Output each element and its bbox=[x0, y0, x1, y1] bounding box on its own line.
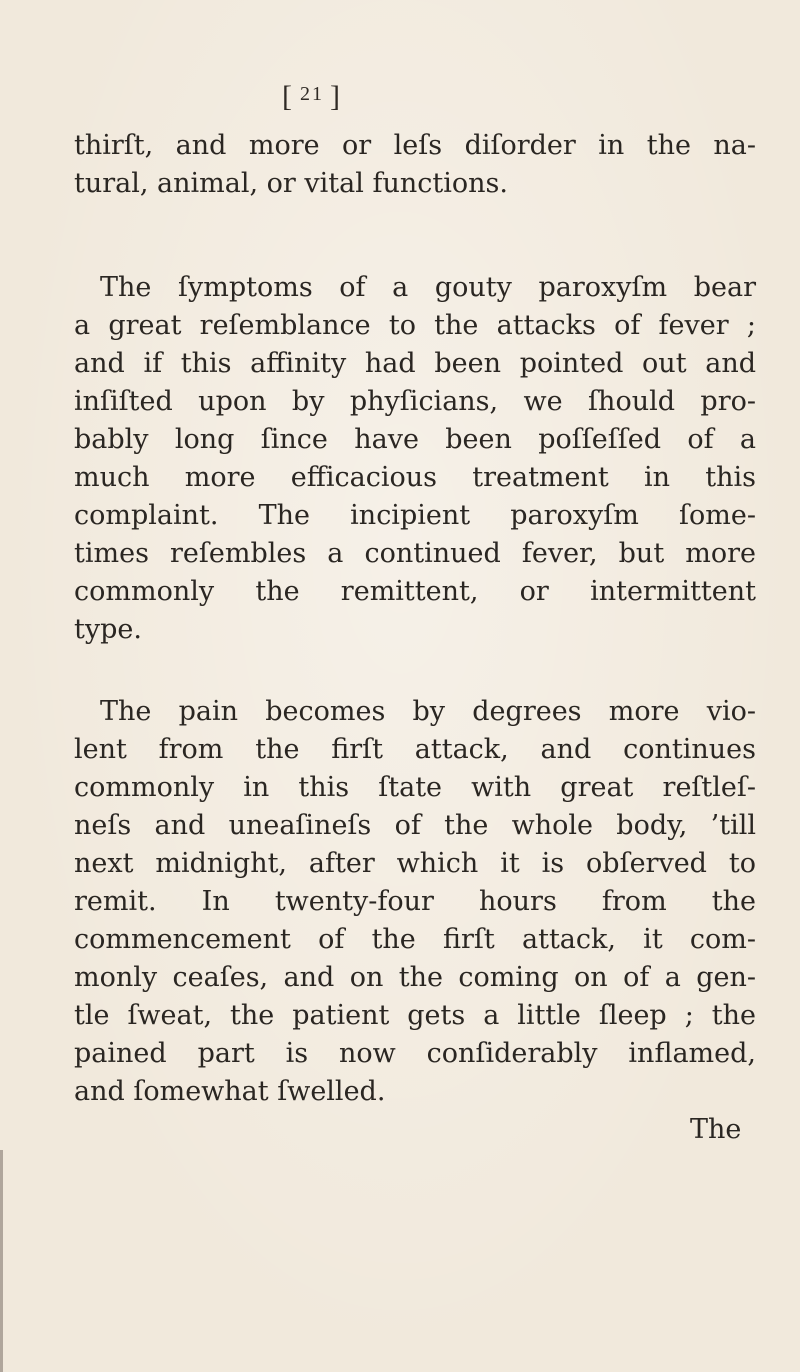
header-right-bracket: ] bbox=[330, 80, 342, 113]
text-line: inſiſted upon by phyſicians, we ſhould pro- bbox=[74, 386, 756, 417]
text-line: and if this affinity had been pointed out and bbox=[74, 348, 756, 379]
page-header bbox=[282, 80, 342, 114]
text-line: tural, animal, or vital functions. bbox=[74, 168, 508, 199]
page-edge-shadow bbox=[0, 1150, 3, 1372]
text-line: thirſt, and more or leſs diſorder in the na- bbox=[74, 130, 756, 161]
catchword: The bbox=[690, 1114, 742, 1145]
text-line: pained part is now conſiderably inflamed, bbox=[74, 1038, 756, 1069]
text-line: type. bbox=[74, 614, 142, 645]
header-left-bracket: [ bbox=[282, 80, 294, 113]
text-line: commonly the remittent, or intermittent bbox=[74, 576, 756, 607]
text-line: times reſembles a continued fever, but more bbox=[74, 538, 756, 569]
text-line: commencement of the firſt attack, it com- bbox=[74, 924, 756, 955]
text-line: monly ceaſes, and on the coming on of a gen- bbox=[74, 962, 756, 993]
page-number: 21 bbox=[300, 83, 324, 105]
text-line: a great reſemblance to the attacks of fever ; bbox=[74, 310, 756, 341]
text-line: commonly in this ſtate with great reſtleſ- bbox=[74, 772, 756, 803]
text-line: tle ſweat, the patient gets a little ſleep ; the bbox=[74, 1000, 756, 1031]
text-line: lent from the firſt attack, and continues bbox=[74, 734, 756, 765]
text-line: The ſymptoms of a gouty paroxyſm bear bbox=[100, 272, 756, 303]
text-line: complaint. The incipient paroxyſm ſome- bbox=[74, 500, 756, 531]
text-line: and ſomewhat ſwelled. bbox=[74, 1076, 386, 1107]
text-line: The pain becomes by degrees more vio- bbox=[100, 696, 756, 727]
text-line: neſs and uneaſineſs of the whole body, ’till bbox=[74, 810, 756, 841]
text-line: next midnight, after which it is obſerved to bbox=[74, 848, 756, 879]
text-line: much more efficacious treatment in this bbox=[74, 462, 756, 493]
text-line: remit. In twenty-four hours from the bbox=[74, 886, 756, 917]
text-line: bably long ſince have been poſſeſſed of a bbox=[74, 424, 756, 455]
